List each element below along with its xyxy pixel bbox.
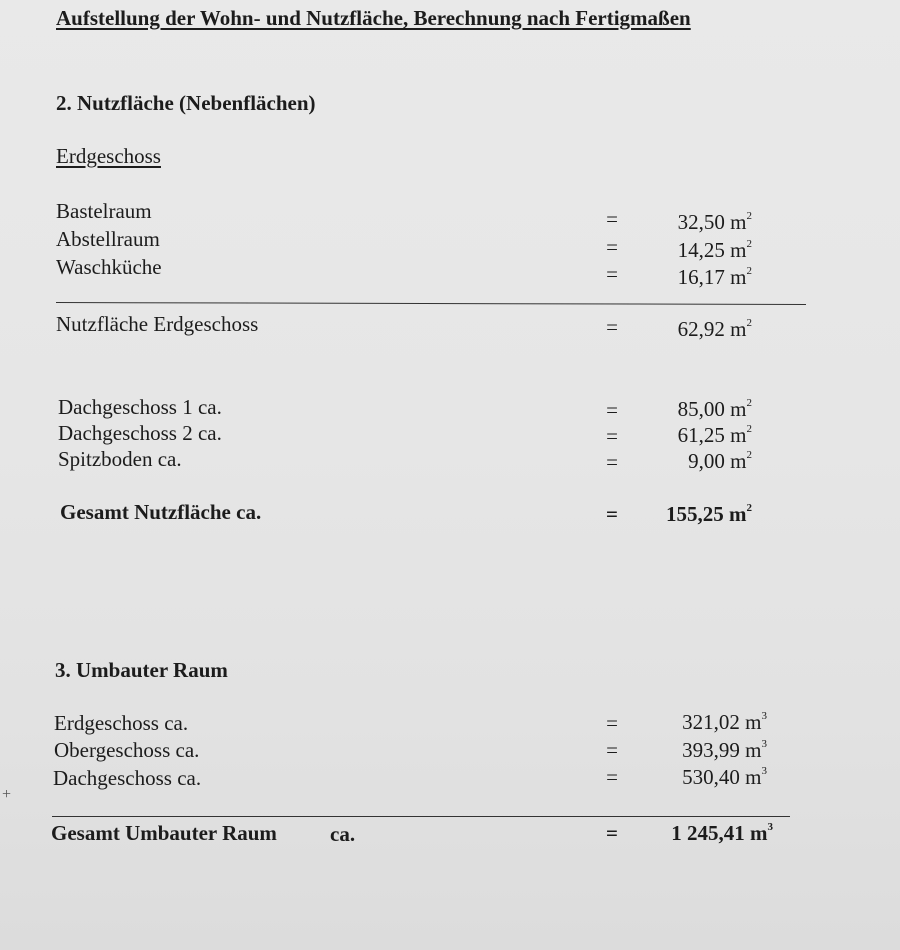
row-value: 393,99 $m^3$ <box>682 738 767 762</box>
row-value: 16,17 $m^2$ <box>677 265 752 289</box>
total-label-suffix: ca. <box>330 822 356 846</box>
row-value: 32,50 $m^2$ <box>677 210 752 234</box>
equals-sign: = <box>606 207 618 231</box>
subtotal-value: 62,92 $m^2$ <box>677 317 752 341</box>
total-value: 1 245,41 $m^3$ <box>671 821 773 845</box>
margin-mark: + <box>2 786 12 803</box>
section-2-heading: 2. Nutzfläche (Nebenflächen) <box>56 91 316 115</box>
equals-sign: = <box>606 235 618 259</box>
equals-sign: = <box>606 765 618 789</box>
row-label: Dachgeschoss 2 ca. <box>58 421 222 445</box>
equals-sign: = <box>606 502 618 526</box>
equals-sign: = <box>606 424 618 448</box>
row-value: 14,25 $m^2$ <box>677 238 752 262</box>
section-2-subheading: Erdgeschoss <box>56 144 161 168</box>
row-label: Erdgeschoss ca. <box>54 711 189 735</box>
row-label: Obergeschoss ca. <box>54 738 200 762</box>
row-value: 9,00 $m^2$ <box>688 449 752 473</box>
equals-sign: = <box>606 821 618 845</box>
equals-sign: = <box>606 711 618 735</box>
document-title: Aufstellung der Wohn- und Nutzfläche, Berechnung nach Fertigmaßen <box>56 6 691 30</box>
total-label: Gesamt Umbauter Raum <box>51 821 277 845</box>
row-value: 61,25 $m^2$ <box>677 423 752 447</box>
row-label: Bastelraum <box>56 199 152 223</box>
equals-sign: = <box>606 450 618 474</box>
total-rule <box>52 816 790 817</box>
row-label: Dachgeschoss ca. <box>53 766 202 790</box>
subtotal-label: Nutzfläche Erdgeschoss <box>56 312 259 336</box>
row-value: 321,02 $m^3$ <box>682 710 767 734</box>
row-label: Spitzboden ca. <box>58 447 182 471</box>
row-value: 85,00 $m^2$ <box>677 397 752 421</box>
row-label: Dachgeschoss 1 ca. <box>58 395 222 419</box>
subtotal-rule <box>56 302 806 305</box>
equals-sign: = <box>606 738 618 762</box>
total-value: 155,25 $m^2$ <box>666 502 752 526</box>
row-label: Abstellraum <box>56 227 160 251</box>
section-3-heading: 3. Umbauter Raum <box>55 658 228 682</box>
equals-sign: = <box>606 398 618 422</box>
row-value: 530,40 $m^3$ <box>682 765 767 789</box>
equals-sign: = <box>606 262 618 286</box>
total-label: Gesamt Nutzfläche ca. <box>60 500 262 524</box>
row-label: Waschküche <box>56 255 162 279</box>
equals-sign: = <box>606 315 618 339</box>
